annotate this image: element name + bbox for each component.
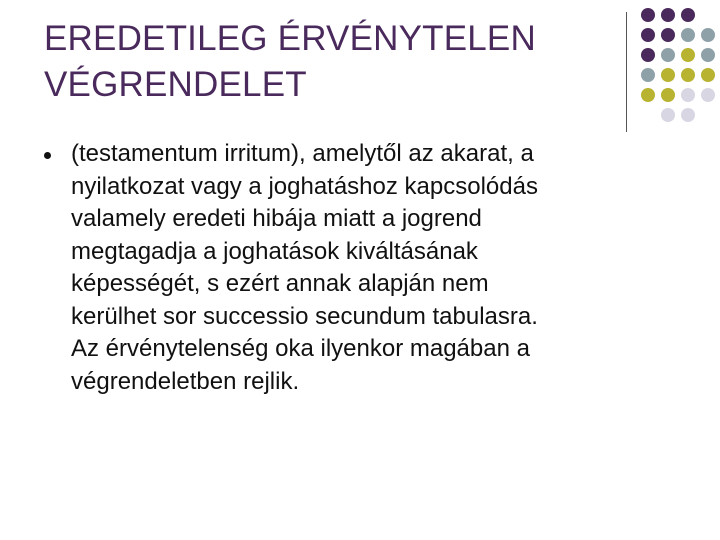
- slide-title-line-2: VÉGRENDELET: [44, 65, 307, 104]
- title-divider-line: [626, 12, 627, 132]
- bullet-dot-icon: [44, 152, 51, 159]
- bullet-line: kerülhet sor successio secundum tabulasra.: [71, 302, 538, 330]
- dot-purple: [641, 8, 655, 22]
- dot-olive: [661, 88, 675, 102]
- dot-olive: [701, 68, 715, 82]
- dot-slate: [681, 28, 695, 42]
- dot-purple: [661, 28, 675, 42]
- bullet-line: (testamentum irritum), amelytől az akarat, a: [71, 140, 534, 167]
- bullet-line: nyilatkozat vagy a joghatáshoz kapcsolódás: [71, 172, 538, 200]
- dot-purple: [661, 8, 675, 22]
- bullet-line: valamely eredeti hibája miatt a jogrend: [71, 205, 482, 232]
- dot-purple: [641, 28, 655, 42]
- dot-olive: [641, 88, 655, 102]
- dot-purple: [681, 8, 695, 22]
- bullet-line: Az érvénytelenség oka ilyenkor magában a: [71, 335, 530, 362]
- bullet-item: [44, 138, 674, 398]
- dot-slate: [701, 48, 715, 62]
- slide-title-line-1: EREDETILEG ÉRVÉNYTELEN: [44, 19, 536, 58]
- dot-slate: [641, 68, 655, 82]
- dot-lavender: [681, 88, 695, 102]
- bullet-line: megtagadja a joghatások kiváltásának: [71, 237, 478, 265]
- dot-slate: [701, 28, 715, 42]
- bullet-line: végrendeletben rejlik.: [71, 367, 300, 395]
- dot-olive: [681, 48, 695, 62]
- bullet-line: képességét, s ezért annak alapján nem: [71, 270, 489, 297]
- decorative-dot-grid: [637, 4, 720, 124]
- dot-slate: [661, 48, 675, 62]
- dot-olive: [661, 68, 675, 82]
- slide-title: [44, 16, 614, 108]
- dot-olive: [681, 68, 695, 82]
- bullet-text: [71, 138, 674, 398]
- slide-body: [44, 138, 674, 398]
- dot-lavender: [701, 88, 715, 102]
- dot-lavender: [681, 108, 695, 122]
- dot-lavender: [661, 108, 675, 122]
- dot-purple: [641, 48, 655, 62]
